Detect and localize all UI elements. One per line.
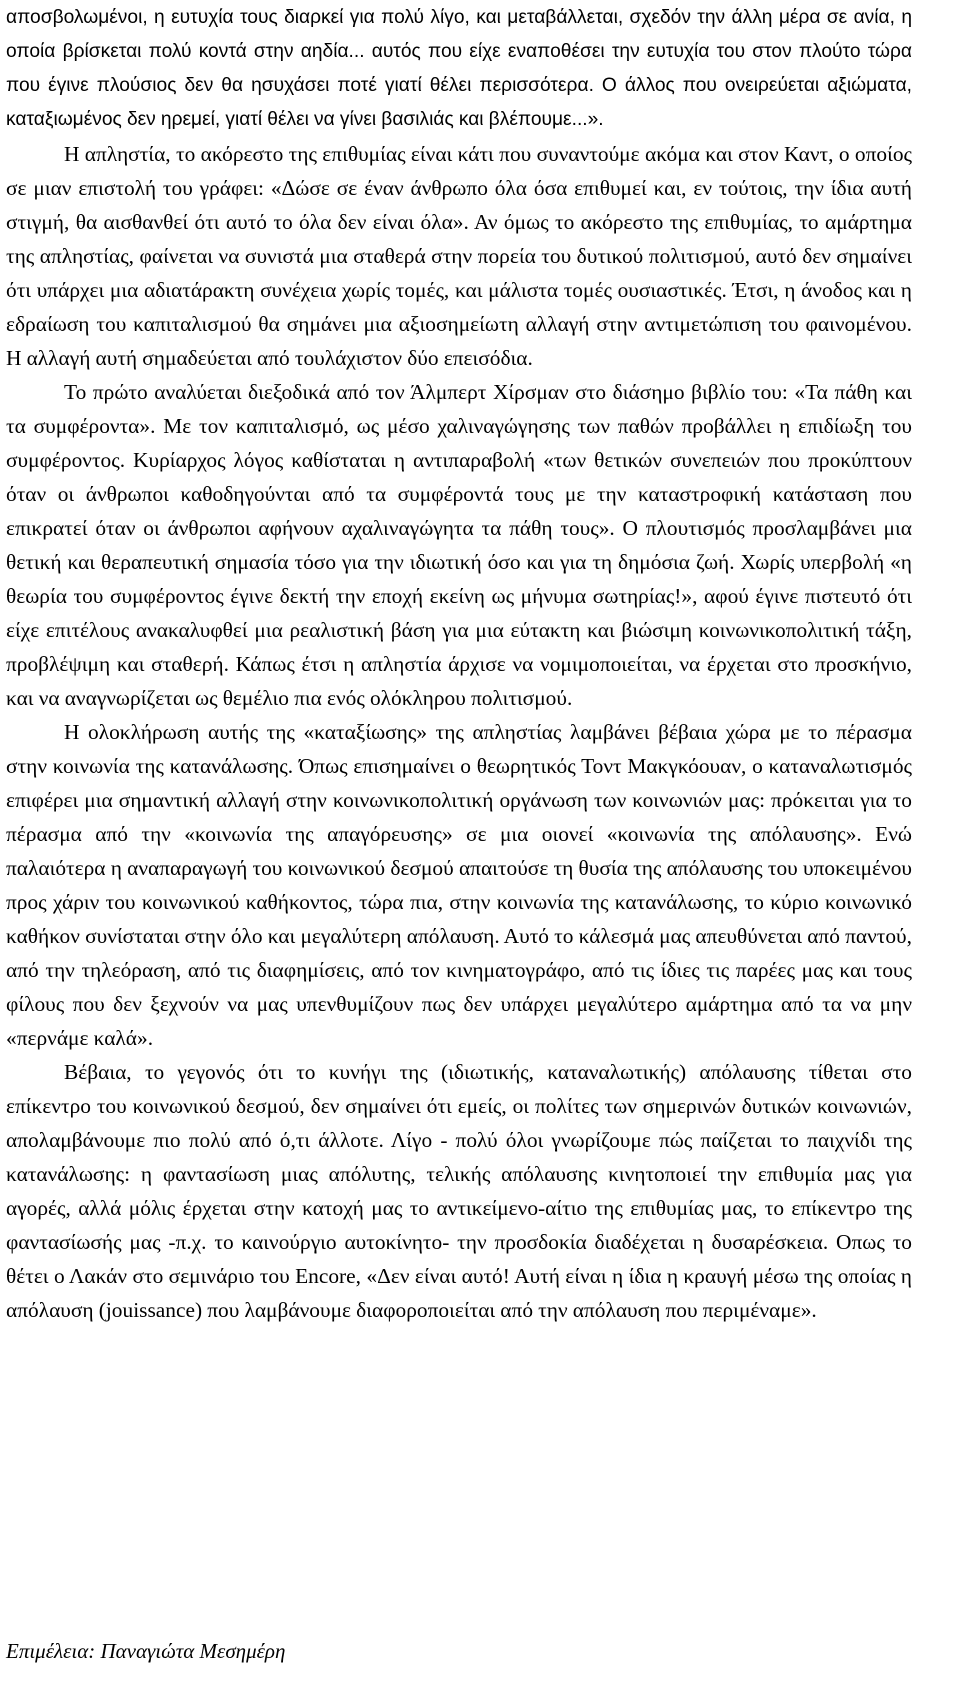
- paragraph-1: αποσβολωμένοι, η ευτυχία τους διαρκεί για πολύ λίγο, και μεταβάλλεται, σχεδόν την άλλη μέρα σε ανία, η οποία βρίσκεται πολύ κοντά στην αηδία... αυτός που είχε εναποθέσει την ευτυχία του στον πλούτο τώρα που έγινε πλούσιος δεν θα ησυχάσει ποτέ γιατί θέλει περισσότερα. Ο άλλος που ονειρεύεται αξιώματα, καταξιωμένος δεν ηρεμεί, γιατί θέλει να γίνει βασιλιάς και βλέπουμε...».: [6, 7, 912, 130]
- paragraph-5: Βέβαια, το γεγονός ότι το κυνήγι της (ιδιωτικής, καταναλωτικής) απόλαυσης τίθεται στο επίκεντρο του κοινωνικού δεσμού, δεν σημαίνει ότι εμείς, οι πολίτες των σημερινών δυτικών κοινωνιών, απολαμβάνουμε πιο πολύ από ό,τι άλλοτε. Λίγο - πολύ όλοι γνωρίζουμε πώς παίζεται το παιχνίδι της κατανάλωσης: η φαντασίωση μιας απόλυτης, τελικής απόλαυσης κινητοποιεί την επιθυμία μας για αγορές, αλλά μόλις έρχεται στην κατοχή μας το αντικείμενο-αίτιο της επιθυμίας μας, το επίκεντρο της φαντασίωσής μας -π.χ. το καινούργιο αυτοκίνητο- την προσδοκία διαδέχεται η δυσαρέσκεια. Οπως το θέτει ο Λακάν στο σεμινάριο του Encore, «Δεν είναι αυτό! Αυτή είναι η ίδια η κραυγή μέσω της οποίας η απόλαυση (jouissance) που λαμβάνουμε διαφοροποιείται από την απόλαυση που περιμέναμε».: [6, 1060, 912, 1322]
- paragraph-3: Το πρώτο αναλύεται διεξοδικά από τον Άλμπερτ Χίρσμαν στο διάσημο βιβλίο του: «Τα πάθη και τα συμφέροντα». Με τον καπιταλισμό, ως μέσο χαλιναγώγησης των παθών προβάλλει η επιδίωξη του συμφέροντος. Κυρίαρχος λόγος καθίσταται η αντιπαραβολή «των θετικών συνεπειών που προκύπτουν όταν οι άνθρωποι καθοδηγούνται από τα συμφέροντά τους με την καταστροφική κατάσταση που επικρατεί όταν οι άνθρωποι αφήνουν αχαλιναγώγητα τα πάθη τους». Ο πλουτισμός προσλαμβάνει μια θετική και θεραπευτική σημασία τόσο για την ιδιωτική όσο και για τη δημόσια ζωή. Χωρίς υπερβολή «η θεωρία του συμφέροντος έγινε δεκτή την εποχή εκείνη ως μήνυμα σωτηρίας!», αφού έγινε πιστευτό ότι είχε επιτέλους ανακαλυφθεί μια ρεαλιστική βάση για μια εύτακτη και βιώσιμη κοινωνικοπολιτική τάξη, προβλέψιμη και σταθερή. Κάπως έτσι η απληστία άρχισε να νομιμοποιείται, να έρχεται στο προσκήνιο, και να αναγνωρίζεται ως θεμέλιο πια ενός ολόκληρου πολιτισμού.: [6, 380, 912, 710]
- paragraph-2: Η απληστία, το ακόρεστο της επιθυμίας είναι κάτι που συναντούμε ακόμα και στον Καντ, ο οποίος σε μιαν επιστολή του γράφει: «Δώσε σε έναν άνθρωπο όλα όσα επιθυμεί και, εν τούτοις, την ίδια αυτή στιγμή, θα αισθανθεί ότι αυτό το όλα δεν είναι όλα». Αν όμως το ακόρεστο της επιθυμίας, το αμάρτημα της απληστίας, φαίνεται να συνιστά μια σταθερά στην πορεία του δυτικού πολιτισμού, αυτό δεν σημαίνει ότι υπάρχει μια αδιατάρακτη συνέχεια χωρίς τομές, και μάλιστα τομές ουσιαστικές. Έτσι, η άνοδος και η εδραίωση του καπιταλισμού θα σημάνει μια αξιοσημείωτη αλλαγή στην αντιμετώπιση του φαινομένου. Η αλλαγή αυτή σημαδεύεται από τουλάχιστον δύο επεισόδια.: [6, 142, 912, 370]
- paragraph-4: Η ολοκλήρωση αυτής της «καταξίωσης» της απληστίας λαμβάνει βέβαια χώρα με το πέρασμα στην κοινωνία της κατανάλωσης. Όπως επισημαίνει ο θεωρητικός Τοντ Μακγκόουαν, ο καταναλωτισμός επιφέρει μια σημαντική αλλαγή στην κοινωνικοπολιτική οργάνωση των κοινωνιών μας: πρόκειται για το πέρασμα από την «κοινωνία της απαγόρευσης» σε μια οιονεί «κοινωνία της απόλαυσης». Ενώ παλαιότερα η αναπαραγωγή του κοινωνικού δεσμού απαιτούσε τη θυσία της απόλαυσης του υποκειμένου προς χάριν του κοινωνικού καθήκοντος, τώρα πια, στην κοινωνία της κατανάλωσης, το κύριο κοινωνικό καθήκον συνίσταται στην όλο και μεγαλύτερη απόλαυση. Αυτό το κάλεσμά μας απευθύνεται από παντού, από την τηλεόραση, από τις διαφημίσεις, από τον κινηματογράφο, από τις ίδιες τις παρέες μας και τους φίλους που δεν ξεχνούν να μας υπενθυμίζουν πως δεν υπάρχει μεγαλύτερο αμάρτημα από τα να μην «περνάμε καλά».: [6, 720, 912, 1050]
- page-footer-editor: Επιμέλεια: Παναγιώτα Μεσημέρη: [6, 1639, 286, 1663]
